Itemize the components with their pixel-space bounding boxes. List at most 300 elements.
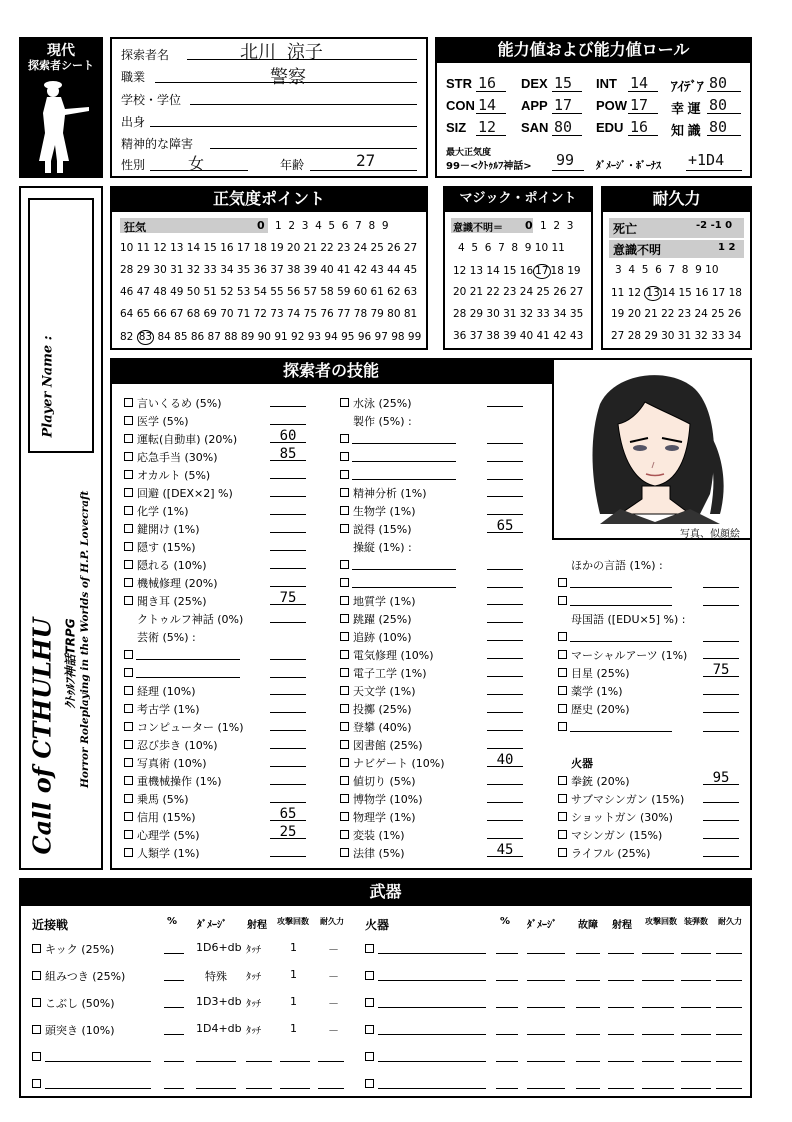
stat-value: 16 xyxy=(478,74,497,92)
skill-label: ナビゲート (10%) xyxy=(353,757,445,770)
skill-value[interactable] xyxy=(487,591,523,605)
melee-checkbox[interactable] xyxy=(32,1079,41,1088)
firearm-field-line[interactable] xyxy=(608,1034,634,1035)
melee-hp: － xyxy=(328,943,339,956)
sex-value: 女 xyxy=(188,154,205,173)
firearm-field-line[interactable] xyxy=(576,1007,600,1008)
firearm-field-line[interactable] xyxy=(642,953,674,954)
skill-value[interactable] xyxy=(487,483,523,497)
firearm-field-line[interactable] xyxy=(608,953,634,954)
melee-percent-line[interactable] xyxy=(164,980,184,981)
melee-percent-line[interactable] xyxy=(164,953,184,954)
skill-value-line[interactable] xyxy=(703,731,739,732)
skill-value[interactable] xyxy=(487,681,523,695)
skill-label: 歴史 (20%) xyxy=(571,703,630,716)
melee-header: ﾀﾞﾒｰｼﾞ xyxy=(197,920,227,931)
skill-custom-name-line[interactable] xyxy=(136,659,240,660)
skill-checkbox[interactable] xyxy=(558,776,567,785)
skill-checkbox[interactable] xyxy=(340,704,349,713)
skill-value[interactable] xyxy=(487,735,523,749)
firearm-field-line[interactable] xyxy=(576,980,600,981)
skill-checkbox[interactable] xyxy=(124,542,133,551)
skill-checkbox[interactable] xyxy=(340,578,349,587)
firearm-field-line[interactable] xyxy=(527,980,565,981)
skill-custom-name-line[interactable] xyxy=(352,479,456,480)
skills-title: 探索者の技能 xyxy=(110,358,552,384)
sanity-row-4: 64 65 66 67 68 69 70 71 72 73 74 75 76 77 78 79 80 81 xyxy=(120,308,418,320)
skill-value[interactable] xyxy=(703,699,739,713)
firearm-field-line[interactable] xyxy=(681,1061,711,1062)
melee-percent-line[interactable] xyxy=(164,1034,184,1035)
max-san-value: 99 xyxy=(556,151,575,169)
skill-value[interactable] xyxy=(703,681,739,695)
skill-checkbox[interactable] xyxy=(124,596,133,605)
melee-name-line[interactable] xyxy=(45,1061,151,1062)
skill-checkbox[interactable] xyxy=(124,416,133,425)
skill-value[interactable] xyxy=(270,699,306,713)
firearm-field-line[interactable] xyxy=(716,953,742,954)
skill-checkbox[interactable] xyxy=(558,686,567,695)
origin-field-line[interactable] xyxy=(150,126,417,127)
skill-checkbox[interactable] xyxy=(124,578,133,587)
firearm-field-line[interactable] xyxy=(681,1088,711,1089)
firearm-field-line[interactable] xyxy=(642,1061,674,1062)
melee-checkbox[interactable] xyxy=(32,1025,41,1034)
skill-checkbox[interactable] xyxy=(124,506,133,515)
skill-value-line[interactable] xyxy=(270,659,306,660)
skill-value-line[interactable] xyxy=(703,605,739,606)
skill-checkbox[interactable] xyxy=(340,524,349,533)
max-san-label1: 最大正気度 xyxy=(446,148,492,158)
magic-row3-pre: 12 13 14 15 16 xyxy=(453,265,534,277)
skill-value[interactable] xyxy=(487,771,523,785)
firearm-field-line[interactable] xyxy=(681,953,711,954)
skill-value[interactable] xyxy=(703,825,739,839)
skill-label: 登攀 (40%) xyxy=(353,721,412,734)
game-subtitle-en: Horror Roleplaying in the Worlds of H.P. Lovecraft xyxy=(79,490,91,788)
firearm-checkbox[interactable] xyxy=(365,1052,374,1061)
skill-checkbox[interactable] xyxy=(558,650,567,659)
skill-checkbox[interactable] xyxy=(124,704,133,713)
skill-label: 博物学 (10%) xyxy=(353,793,423,806)
skill-custom-name-line[interactable] xyxy=(570,605,672,606)
stat-label: SAN xyxy=(521,120,549,135)
disorder-field-line[interactable] xyxy=(210,148,417,149)
skill-checkbox[interactable] xyxy=(124,488,133,497)
sanity-zero: 0 xyxy=(257,219,265,232)
skill-value[interactable]: 75 xyxy=(703,663,739,677)
skill-checkbox[interactable] xyxy=(558,596,567,605)
skill-checkbox[interactable] xyxy=(558,722,567,731)
firearm-header: 射程 xyxy=(612,920,632,931)
sanity-last-pre: 82 xyxy=(120,331,134,343)
magic-row-1: 4 5 6 7 8 9 10 11 xyxy=(458,242,565,254)
sanity-row-3: 46 47 48 49 50 51 52 53 54 55 56 57 58 59 60 61 62 63 xyxy=(120,286,418,298)
skill-custom-name-line[interactable] xyxy=(136,677,240,678)
skill-value[interactable] xyxy=(703,807,739,821)
skill-value[interactable] xyxy=(270,393,306,407)
skill-value[interactable] xyxy=(487,717,523,731)
skill-checkbox[interactable] xyxy=(340,812,349,821)
melee-header: 攻撃回数 xyxy=(277,917,309,926)
firearm-name-line[interactable] xyxy=(378,980,486,981)
firearm-field-line[interactable] xyxy=(496,1088,518,1089)
db-line[interactable] xyxy=(686,170,742,171)
skill-checkbox[interactable] xyxy=(340,668,349,677)
firearm-field-line[interactable] xyxy=(496,1007,518,1008)
firearm-field-line[interactable] xyxy=(527,953,565,954)
skill-value[interactable] xyxy=(270,753,306,767)
melee-name: 頭突き (10%) xyxy=(45,1024,115,1037)
skill-label: 乗馬 (5%) xyxy=(137,793,189,806)
firearm-checkbox[interactable] xyxy=(365,1025,374,1034)
skill-value[interactable]: 65 xyxy=(270,807,306,821)
skill-value[interactable] xyxy=(270,411,306,425)
skill-label: 隠す (15%) xyxy=(137,541,196,554)
firearm-field-line[interactable] xyxy=(642,1007,674,1008)
skill-value[interactable] xyxy=(270,537,306,551)
firearm-field-line[interactable] xyxy=(716,1061,742,1062)
skill-checkbox[interactable] xyxy=(124,560,133,569)
skill-value[interactable] xyxy=(487,645,523,659)
skill-checkbox[interactable] xyxy=(340,470,349,479)
skill-value[interactable] xyxy=(487,699,523,713)
melee-field-line[interactable] xyxy=(280,1061,310,1062)
firearm-field-line[interactable] xyxy=(716,1088,742,1089)
skill-label: 水泳 (25%) xyxy=(353,397,412,410)
skill-value-line[interactable] xyxy=(487,479,523,480)
firearm-checkbox[interactable] xyxy=(365,944,374,953)
melee-percent-line[interactable] xyxy=(164,1007,184,1008)
skill-value-line[interactable] xyxy=(270,677,306,678)
melee-checkbox[interactable] xyxy=(32,944,41,953)
skill-value[interactable]: 45 xyxy=(487,843,523,857)
label-name: 探索者名 xyxy=(121,48,170,62)
skill-checkbox[interactable] xyxy=(340,614,349,623)
melee-checkbox[interactable] xyxy=(32,1052,41,1061)
melee-attacks: 1 xyxy=(290,995,297,1008)
firearm-checkbox[interactable] xyxy=(365,998,374,1007)
skill-checkbox[interactable] xyxy=(124,812,133,821)
firearm-name-line[interactable] xyxy=(378,1088,486,1089)
melee-field-line[interactable] xyxy=(318,1061,344,1062)
skill-label: 言いくるめ (5%) xyxy=(137,397,222,410)
skill-value[interactable]: 95 xyxy=(703,771,739,785)
skill-label: マシンガン (15%) xyxy=(571,829,663,842)
skill-value[interactable] xyxy=(703,843,739,857)
label-origin: 出身 xyxy=(121,115,146,129)
skill-checkbox[interactable] xyxy=(124,452,133,461)
skill-label: 人類学 (1%) xyxy=(137,847,200,860)
skill-label: クトゥルフ神話 (0%) xyxy=(137,613,244,626)
skill-checkbox[interactable] xyxy=(340,434,349,443)
skill-value-line[interactable] xyxy=(487,587,523,588)
skill-checkbox[interactable] xyxy=(124,668,133,677)
skill-label: 追跡 (10%) xyxy=(353,631,412,644)
firearm-field-line[interactable] xyxy=(576,953,600,954)
magic-row-3: 20 21 22 23 24 25 26 27 xyxy=(453,286,584,298)
skill-checkbox[interactable] xyxy=(558,830,567,839)
skill-value[interactable] xyxy=(270,789,306,803)
skill-label: 心理学 (5%) xyxy=(137,829,200,842)
skill-checkbox[interactable] xyxy=(340,650,349,659)
skill-value-line[interactable] xyxy=(487,461,523,462)
skill-checkbox[interactable] xyxy=(340,830,349,839)
skill-checkbox[interactable] xyxy=(558,668,567,677)
melee-field-line[interactable] xyxy=(318,1088,344,1089)
skill-checkbox[interactable] xyxy=(124,776,133,785)
skill-label: 天文学 (1%) xyxy=(353,685,416,698)
melee-damage: 1D6+db xyxy=(196,941,242,954)
skill-checkbox[interactable] xyxy=(340,848,349,857)
firearm-field-line[interactable] xyxy=(642,1088,674,1089)
skill-checkbox[interactable] xyxy=(124,686,133,695)
stat-value: 80 xyxy=(709,74,728,92)
skill-label: ライフル (25%) xyxy=(571,847,651,860)
skill-value[interactable] xyxy=(487,807,523,821)
melee-field-line[interactable] xyxy=(196,1061,236,1062)
firearm-name-line[interactable] xyxy=(378,1061,486,1062)
firearm-field-line[interactable] xyxy=(496,980,518,981)
stat-value: 14 xyxy=(478,96,497,114)
skill-label: 図書館 (25%) xyxy=(353,739,423,752)
stat-label: 幸 運 xyxy=(671,101,701,116)
skill-value[interactable]: 60 xyxy=(270,429,306,443)
skill-value[interactable] xyxy=(487,393,523,407)
skill-label: 重機械操作 (1%) xyxy=(137,775,222,788)
skill-custom-name-line[interactable] xyxy=(352,461,456,462)
firearm-field-line[interactable] xyxy=(608,1061,634,1062)
melee-field-line[interactable] xyxy=(246,1088,272,1089)
skill-checkbox[interactable] xyxy=(558,578,567,587)
skill-custom-name-line[interactable] xyxy=(352,587,456,588)
firearm-field-line[interactable] xyxy=(608,1088,634,1089)
skill-value[interactable] xyxy=(270,609,306,623)
skill-checkbox[interactable] xyxy=(340,506,349,515)
firearm-field-line[interactable] xyxy=(608,980,634,981)
skill-checkbox[interactable] xyxy=(124,650,133,659)
skill-value[interactable] xyxy=(270,717,306,731)
firearm-field-line[interactable] xyxy=(716,1034,742,1035)
stat-value: 17 xyxy=(554,96,573,114)
firearm-field-line[interactable] xyxy=(576,1034,600,1035)
skill-checkbox[interactable] xyxy=(558,812,567,821)
stat-label: EDU xyxy=(596,120,624,135)
firearm-checkbox[interactable] xyxy=(365,1079,374,1088)
firearm-field-line[interactable] xyxy=(681,1007,711,1008)
skill-custom-name-line[interactable] xyxy=(570,587,672,588)
hp-unc-values: 1 2 xyxy=(718,242,736,253)
skill-value[interactable] xyxy=(487,825,523,839)
skill-checkbox[interactable] xyxy=(340,776,349,785)
skill-checkbox[interactable] xyxy=(124,434,133,443)
skill-value-line[interactable] xyxy=(487,569,523,570)
melee-hp: － xyxy=(328,1024,339,1037)
skill-value[interactable] xyxy=(487,609,523,623)
skill-label: ほかの言語 (1%) : xyxy=(571,559,663,572)
skill-checkbox[interactable] xyxy=(124,830,133,839)
firearm-field-line[interactable] xyxy=(496,1061,518,1062)
skill-value[interactable] xyxy=(487,627,523,641)
firearm-field-line[interactable] xyxy=(716,1007,742,1008)
skill-checkbox[interactable] xyxy=(340,452,349,461)
skill-label: 操縦 (1%) : xyxy=(353,541,412,554)
hp-title: 耐久力 xyxy=(601,186,752,212)
skill-label: 隠れる (10%) xyxy=(137,559,207,572)
skill-checkbox[interactable] xyxy=(558,632,567,641)
melee-range: ﾀｯﾁ xyxy=(246,1026,261,1037)
magic-current-marker: 17 xyxy=(535,265,549,277)
melee-hp: － xyxy=(328,997,339,1010)
firearm-field-line[interactable] xyxy=(681,980,711,981)
label-disorder: 精神的な障害 xyxy=(121,137,194,151)
melee-range: ﾀｯﾁ xyxy=(246,999,261,1010)
firearm-field-line[interactable] xyxy=(608,1007,634,1008)
melee-name-line[interactable] xyxy=(45,1088,151,1089)
firearm-field-line[interactable] xyxy=(496,1034,518,1035)
firearm-field-line[interactable] xyxy=(527,1088,565,1089)
melee-field-line[interactable] xyxy=(246,1061,272,1062)
age-field-line[interactable] xyxy=(310,170,417,171)
skill-value[interactable]: 40 xyxy=(487,753,523,767)
skill-value[interactable] xyxy=(487,789,523,803)
skill-label: 投擲 (25%) xyxy=(353,703,412,716)
melee-checkbox[interactable] xyxy=(32,998,41,1007)
firearm-field-line[interactable] xyxy=(716,980,742,981)
sanity-row-2: 28 29 30 31 32 33 34 35 36 37 38 39 40 41 42 43 44 45 xyxy=(120,264,418,276)
label-sex: 性別 xyxy=(121,158,146,172)
firearm-name-line[interactable] xyxy=(378,1007,486,1008)
stat-label: APP xyxy=(521,98,548,113)
skill-value[interactable] xyxy=(270,681,306,695)
skill-value[interactable] xyxy=(270,465,306,479)
firearm-header: 攻撃回数 xyxy=(645,917,677,926)
melee-damage: 1D4+db xyxy=(196,1022,242,1035)
skill-value[interactable] xyxy=(703,645,739,659)
skill-custom-name-line[interactable] xyxy=(570,731,672,732)
firearm-field-line[interactable] xyxy=(576,1061,600,1062)
skill-custom-name-line[interactable] xyxy=(570,641,672,642)
skill-checkbox[interactable] xyxy=(124,722,133,731)
skill-label: 芸術 (5%) : xyxy=(137,631,196,644)
firearm-field-line[interactable] xyxy=(496,953,518,954)
firearm-name-line[interactable] xyxy=(378,953,486,954)
melee-field-line[interactable] xyxy=(280,1088,310,1089)
skill-checkbox[interactable] xyxy=(340,722,349,731)
school-field-line[interactable] xyxy=(190,104,417,105)
skill-checkbox[interactable] xyxy=(340,794,349,803)
skill-value[interactable] xyxy=(487,663,523,677)
skill-value[interactable]: 25 xyxy=(270,825,306,839)
firearm-field-line[interactable] xyxy=(642,1034,674,1035)
skill-value[interactable] xyxy=(487,501,523,515)
skill-checkbox[interactable] xyxy=(124,470,133,479)
skill-label: 値切り (5%) xyxy=(353,775,416,788)
skill-custom-name-line[interactable] xyxy=(352,443,456,444)
skill-checkbox[interactable] xyxy=(340,758,349,767)
skill-value[interactable] xyxy=(270,771,306,785)
skill-checkbox[interactable] xyxy=(340,488,349,497)
hp-row2-post: 14 15 16 17 18 xyxy=(661,287,742,299)
skill-value-line[interactable] xyxy=(487,443,523,444)
max-san-line[interactable] xyxy=(552,170,584,171)
skill-value[interactable] xyxy=(703,789,739,803)
skill-value[interactable] xyxy=(270,735,306,749)
skill-label: 運転(自動車) (20%) xyxy=(137,433,238,446)
skill-value[interactable] xyxy=(270,501,306,515)
logo-line1: 現代 xyxy=(47,43,75,59)
skill-value[interactable] xyxy=(270,555,306,569)
firearm-checkbox[interactable] xyxy=(365,971,374,980)
skill-checkbox[interactable] xyxy=(558,794,567,803)
skill-checkbox[interactable] xyxy=(340,560,349,569)
skill-checkbox[interactable] xyxy=(558,704,567,713)
skill-checkbox[interactable] xyxy=(124,794,133,803)
skill-checkbox[interactable] xyxy=(340,740,349,749)
skill-value[interactable]: 65 xyxy=(487,519,523,533)
skill-value-line[interactable] xyxy=(703,587,739,588)
skill-value[interactable] xyxy=(270,483,306,497)
hp-current-marker: 13 xyxy=(646,287,660,299)
melee-percent-line[interactable] xyxy=(164,1061,184,1062)
sanity-last-post: 84 85 86 87 88 89 90 91 92 93 94 95 96 97 98 99 xyxy=(157,331,422,343)
skill-custom-name-line[interactable] xyxy=(352,569,456,570)
melee-name: こぶし (50%) xyxy=(45,997,115,1010)
skill-label: 説得 (15%) xyxy=(353,523,412,536)
skill-checkbox[interactable] xyxy=(340,596,349,605)
melee-name: キック (25%) xyxy=(45,943,115,956)
firearm-field-line[interactable] xyxy=(527,1061,565,1062)
skill-label: 製作 (5%) : xyxy=(353,415,412,428)
skill-value-line[interactable] xyxy=(703,641,739,642)
melee-header: 近接戦 xyxy=(32,918,69,932)
skill-value[interactable]: 75 xyxy=(270,591,306,605)
label-age: 年齢 xyxy=(280,158,305,172)
stat-value: 80 xyxy=(554,118,573,136)
skill-value[interactable] xyxy=(270,573,306,587)
skill-checkbox[interactable] xyxy=(558,848,567,857)
skill-checkbox[interactable] xyxy=(124,524,133,533)
melee-percent-line[interactable] xyxy=(164,1088,184,1089)
skill-checkbox[interactable] xyxy=(340,686,349,695)
hp-dead-label: 死亡 xyxy=(613,222,638,236)
firearm-field-line[interactable] xyxy=(527,1034,565,1035)
melee-field-line[interactable] xyxy=(196,1088,236,1089)
firearm-name-line[interactable] xyxy=(378,1034,486,1035)
skill-value[interactable]: 85 xyxy=(270,447,306,461)
skill-checkbox[interactable] xyxy=(124,758,133,767)
skill-label: 跳躍 (25%) xyxy=(353,613,412,626)
firearm-field-line[interactable] xyxy=(527,1007,565,1008)
melee-checkbox[interactable] xyxy=(32,971,41,980)
player-name-box[interactable] xyxy=(28,198,94,453)
skill-checkbox[interactable] xyxy=(340,632,349,641)
hp-row-2 xyxy=(611,286,742,301)
skill-label: 写真術 (10%) xyxy=(137,757,207,770)
firearm-field-line[interactable] xyxy=(681,1034,711,1035)
firearm-field-line[interactable] xyxy=(642,980,674,981)
skill-checkbox[interactable] xyxy=(124,398,133,407)
sanity-row-1: 10 11 12 13 14 15 16 17 18 19 20 21 22 23 24 25 26 27 xyxy=(120,242,418,254)
skill-checkbox[interactable] xyxy=(340,398,349,407)
skill-label: 薬学 (1%) xyxy=(571,685,623,698)
skill-checkbox[interactable] xyxy=(124,740,133,749)
stat-label: DEX xyxy=(521,76,548,91)
skill-checkbox[interactable] xyxy=(124,848,133,857)
skill-value[interactable] xyxy=(270,519,306,533)
firearm-field-line[interactable] xyxy=(576,1088,600,1089)
skill-value[interactable] xyxy=(270,843,306,857)
